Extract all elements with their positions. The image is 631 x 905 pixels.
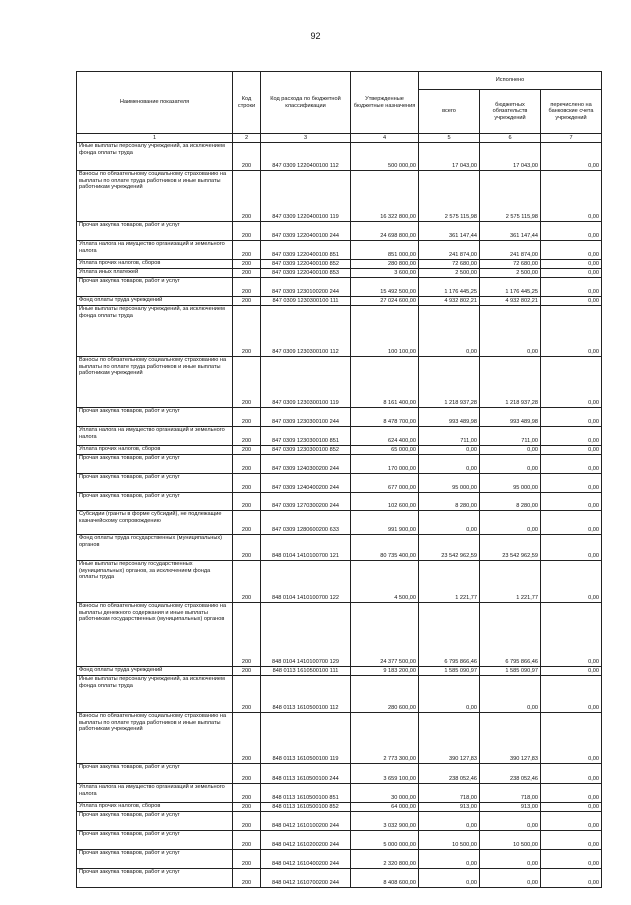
row-name: Прочая закупка товаров, работ и услуг	[77, 831, 233, 850]
row-total: 72 680,00	[419, 260, 480, 269]
row-obligations: 913,00	[480, 803, 541, 812]
row-total: 6 795 866,46	[419, 603, 480, 667]
column-number: 7	[541, 134, 602, 143]
row-total: 10 500,00	[419, 831, 480, 850]
row-total: 0,00	[419, 455, 480, 474]
row-obligations: 238 052,46	[480, 764, 541, 784]
row-budget-code: 848 0113 1610500100 851	[261, 784, 351, 803]
row-name: Прочая закупка товаров, работ и услуг	[77, 812, 233, 831]
row-approved: 677 000,00	[351, 474, 419, 493]
row-total: 0,00	[419, 511, 480, 535]
row-approved: 3 659 100,00	[351, 764, 419, 784]
header-budget-obligations: бюджетных обязательств учреждений	[480, 90, 541, 134]
row-approved: 27 024 600,00	[351, 297, 419, 306]
row-budget-code: 847 0309 1230300100 111	[261, 297, 351, 306]
row-transferred: 0,00	[541, 427, 602, 446]
row-name: Прочая закупка товаров, работ и услуг	[77, 764, 233, 784]
row-obligations: 1 218 937,28	[480, 357, 541, 408]
row-name: Фонд оплаты труда учреждений	[77, 667, 233, 676]
row-line-code: 200	[233, 850, 261, 869]
table-row	[77, 511, 602, 535]
row-obligations: 0,00	[480, 306, 541, 357]
row-name: Уплата иных платежей	[77, 269, 233, 278]
row-approved: 170 000,00	[351, 455, 419, 474]
row-approved: 9 183 200,00	[351, 667, 419, 676]
header-total: всего	[419, 90, 480, 134]
page-number: 92	[310, 31, 321, 41]
row-budget-code: 847 0309 1220400100 112	[261, 143, 351, 171]
row-name: Взносы по обязательному социальному страхованию на выплаты по оплате труда работников и иные выплаты работникам учреждений	[77, 713, 233, 764]
row-name: Прочая закупка товаров, работ и услуг	[77, 474, 233, 493]
row-name: Прочая закупка товаров, работ и услуг	[77, 408, 233, 427]
row-total: 1 218 937,28	[419, 357, 480, 408]
row-budget-code: 848 0412 1610200200 244	[261, 831, 351, 850]
row-budget-code: 848 0113 1610500100 119	[261, 713, 351, 764]
row-transferred: 0,00	[541, 297, 602, 306]
row-total: 0,00	[419, 850, 480, 869]
row-budget-code: 848 0113 1610500100 111	[261, 667, 351, 676]
row-transferred: 0,00	[541, 260, 602, 269]
row-obligations: 17 043,00	[480, 143, 541, 171]
row-line-code: 200	[233, 831, 261, 850]
table-row	[77, 850, 602, 869]
row-name: Прочая закупка товаров, работ и услуг	[77, 455, 233, 474]
column-number: 6	[480, 134, 541, 143]
row-transferred: 0,00	[541, 676, 602, 713]
budget-execution-table	[76, 71, 602, 888]
table-row	[77, 493, 602, 511]
row-budget-code: 848 0104 1410100700 129	[261, 603, 351, 667]
row-transferred: 0,00	[541, 357, 602, 408]
table-row	[77, 222, 602, 241]
row-budget-code: 847 0309 1240400200 244	[261, 474, 351, 493]
row-line-code: 200	[233, 143, 261, 171]
table-row	[77, 357, 602, 408]
row-approved: 16 322 800,00	[351, 171, 419, 222]
row-budget-code: 847 0309 1240300200 244	[261, 455, 351, 474]
row-approved: 280 800,00	[351, 260, 419, 269]
row-name: Иные выплаты персоналу государственных (муниципальных) органов, за исключением фонда оплаты труда	[77, 561, 233, 603]
row-approved: 8 161 400,00	[351, 357, 419, 408]
row-name: Субсидии (гранты в форме субсидий), не подлежащие казначейскому сопровождению	[77, 511, 233, 535]
row-approved: 3 032 900,00	[351, 812, 419, 831]
row-transferred: 0,00	[541, 535, 602, 561]
row-transferred: 0,00	[541, 143, 602, 171]
column-number-row	[77, 134, 602, 143]
row-transferred: 0,00	[541, 667, 602, 676]
table-row	[77, 869, 602, 888]
header-line-code: Код строки	[233, 72, 261, 134]
row-name: Уплата прочих налогов, сборов	[77, 803, 233, 812]
row-total: 2 500,00	[419, 269, 480, 278]
table-row	[77, 535, 602, 561]
row-line-code: 200	[233, 297, 261, 306]
row-line-code: 200	[233, 306, 261, 357]
row-transferred: 0,00	[541, 455, 602, 474]
row-transferred: 0,00	[541, 850, 602, 869]
row-line-code: 200	[233, 869, 261, 888]
row-total: 0,00	[419, 812, 480, 831]
header-approved: Утвержденные бюджетные назначения	[351, 72, 419, 134]
row-budget-code: 847 0309 1220400100 244	[261, 222, 351, 241]
row-obligations: 711,00	[480, 427, 541, 446]
row-transferred: 0,00	[541, 222, 602, 241]
row-transferred: 0,00	[541, 306, 602, 357]
row-budget-code: 847 0309 1220400100 851	[261, 241, 351, 260]
row-transferred: 0,00	[541, 812, 602, 831]
row-name: Прочая закупка товаров, работ и услуг	[77, 493, 233, 511]
row-name: Прочая закупка товаров, работ и услуг	[77, 850, 233, 869]
row-budget-code: 847 0309 1220400100 852	[261, 260, 351, 269]
row-line-code: 200	[233, 535, 261, 561]
row-total: 1 585 090,97	[419, 667, 480, 676]
table-body	[77, 143, 602, 888]
row-line-code: 200	[233, 676, 261, 713]
row-total: 711,00	[419, 427, 480, 446]
row-total: 241 874,00	[419, 241, 480, 260]
column-number: 4	[351, 134, 419, 143]
row-line-code: 200	[233, 357, 261, 408]
row-transferred: 0,00	[541, 603, 602, 667]
row-budget-code: 848 0412 1610400200 244	[261, 850, 351, 869]
row-obligations: 241 874,00	[480, 241, 541, 260]
row-total: 0,00	[419, 676, 480, 713]
row-total: 390 127,83	[419, 713, 480, 764]
table-row	[77, 427, 602, 446]
row-line-code: 200	[233, 603, 261, 667]
row-approved: 15 492 500,00	[351, 278, 419, 297]
column-number: 5	[419, 134, 480, 143]
row-budget-code: 847 0309 1230100200 244	[261, 278, 351, 297]
row-budget-code: 848 0104 1410100700 121	[261, 535, 351, 561]
row-line-code: 200	[233, 493, 261, 511]
row-obligations: 0,00	[480, 511, 541, 535]
row-name: Фонд оплаты труда государственных (муниципальных) органов	[77, 535, 233, 561]
row-approved: 64 000,00	[351, 803, 419, 812]
row-approved: 2 320 800,00	[351, 850, 419, 869]
row-approved: 851 000,00	[351, 241, 419, 260]
row-total: 913,00	[419, 803, 480, 812]
row-approved: 80 735 400,00	[351, 535, 419, 561]
row-obligations: 361 147,44	[480, 222, 541, 241]
row-line-code: 200	[233, 713, 261, 764]
row-obligations: 1 585 090,97	[480, 667, 541, 676]
table-row	[77, 446, 602, 455]
row-obligations: 718,00	[480, 784, 541, 803]
row-budget-code: 847 0309 1270300200 244	[261, 493, 351, 511]
row-transferred: 0,00	[541, 278, 602, 297]
table-row	[77, 278, 602, 297]
row-approved: 280 600,00	[351, 676, 419, 713]
table-row	[77, 297, 602, 306]
row-approved: 624 400,00	[351, 427, 419, 446]
table-row	[77, 812, 602, 831]
column-number: 1	[77, 134, 233, 143]
table-row	[77, 474, 602, 493]
table-row	[77, 143, 602, 171]
row-budget-code: 847 0309 1230300100 112	[261, 306, 351, 357]
row-transferred: 0,00	[541, 493, 602, 511]
table-row	[77, 764, 602, 784]
row-line-code: 200	[233, 561, 261, 603]
row-name: Уплата налога на имущество организаций и земельного налога	[77, 241, 233, 260]
row-total: 23 542 962,59	[419, 535, 480, 561]
row-budget-code: 847 0309 1280600200 633	[261, 511, 351, 535]
row-obligations: 0,00	[480, 850, 541, 869]
header-row-1	[77, 72, 602, 90]
row-approved: 65 000,00	[351, 446, 419, 455]
row-approved: 5 000 000,00	[351, 831, 419, 850]
table-row	[77, 831, 602, 850]
row-approved: 991 900,00	[351, 511, 419, 535]
row-obligations: 2 500,00	[480, 269, 541, 278]
row-transferred: 0,00	[541, 474, 602, 493]
table-row	[77, 269, 602, 278]
row-line-code: 200	[233, 784, 261, 803]
row-transferred: 0,00	[541, 241, 602, 260]
row-line-code: 200	[233, 171, 261, 222]
row-line-code: 200	[233, 427, 261, 446]
row-line-code: 200	[233, 222, 261, 241]
row-transferred: 0,00	[541, 561, 602, 603]
row-line-code: 200	[233, 278, 261, 297]
row-approved: 3 600,00	[351, 269, 419, 278]
row-obligations: 390 127,83	[480, 713, 541, 764]
row-line-code: 200	[233, 408, 261, 427]
row-approved: 2 773 300,00	[351, 713, 419, 764]
row-line-code: 200	[233, 446, 261, 455]
row-name: Прочая закупка товаров, работ и услуг	[77, 278, 233, 297]
row-line-code: 200	[233, 474, 261, 493]
row-transferred: 0,00	[541, 764, 602, 784]
table-row	[77, 676, 602, 713]
row-transferred: 0,00	[541, 446, 602, 455]
row-budget-code: 848 0412 1610100200 244	[261, 812, 351, 831]
table-row	[77, 667, 602, 676]
column-number: 3	[261, 134, 351, 143]
row-line-code: 200	[233, 511, 261, 535]
row-name: Уплата прочих налогов, сборов	[77, 260, 233, 269]
row-transferred: 0,00	[541, 784, 602, 803]
row-obligations: 1 176 445,25	[480, 278, 541, 297]
row-budget-code: 848 0113 1610500100 244	[261, 764, 351, 784]
row-approved: 8 478 700,00	[351, 408, 419, 427]
row-obligations: 72 680,00	[480, 260, 541, 269]
row-total: 1 176 445,25	[419, 278, 480, 297]
row-line-code: 200	[233, 812, 261, 831]
row-budget-code: 847 0309 1230300100 852	[261, 446, 351, 455]
table-row	[77, 713, 602, 764]
row-total: 8 280,00	[419, 493, 480, 511]
row-name: Взносы по обязательному социальному страхованию на выплаты по оплате труда работников и иные выплаты работникам учреждений	[77, 357, 233, 408]
row-obligations: 0,00	[480, 455, 541, 474]
row-budget-code: 847 0309 1230300100 119	[261, 357, 351, 408]
row-transferred: 0,00	[541, 408, 602, 427]
row-line-code: 200	[233, 241, 261, 260]
row-obligations: 6 795 866,46	[480, 603, 541, 667]
row-total: 238 052,46	[419, 764, 480, 784]
row-budget-code: 847 0309 1230300100 244	[261, 408, 351, 427]
row-total: 2 575 115,98	[419, 171, 480, 222]
row-obligations: 8 280,00	[480, 493, 541, 511]
row-name: Иные выплаты персоналу учреждений, за исключением фонда оплаты труда	[77, 143, 233, 171]
row-obligations: 0,00	[480, 676, 541, 713]
row-line-code: 200	[233, 269, 261, 278]
row-obligations: 1 221,77	[480, 561, 541, 603]
row-approved: 100 100,00	[351, 306, 419, 357]
row-obligations: 2 575 115,98	[480, 171, 541, 222]
table-row	[77, 241, 602, 260]
row-budget-code: 848 0104 1410100700 122	[261, 561, 351, 603]
row-total: 0,00	[419, 446, 480, 455]
row-obligations: 0,00	[480, 812, 541, 831]
row-obligations: 10 500,00	[480, 831, 541, 850]
row-obligations: 95 000,00	[480, 474, 541, 493]
header-executed: Исполнено	[419, 72, 602, 90]
row-budget-code: 848 0113 1610500100 852	[261, 803, 351, 812]
table-row	[77, 260, 602, 269]
row-transferred: 0,00	[541, 869, 602, 888]
row-obligations: 23 542 962,59	[480, 535, 541, 561]
row-approved: 30 000,00	[351, 784, 419, 803]
row-total: 95 000,00	[419, 474, 480, 493]
row-transferred: 0,00	[541, 713, 602, 764]
row-name: Прочая закупка товаров, работ и услуг	[77, 869, 233, 888]
row-line-code: 200	[233, 803, 261, 812]
header-name: Наименование показателя	[77, 72, 233, 134]
row-name: Иные выплаты персоналу учреждений, за исключением фонда оплаты труда	[77, 306, 233, 357]
row-obligations: 993 489,98	[480, 408, 541, 427]
row-approved: 8 408 600,00	[351, 869, 419, 888]
row-name: Иные выплаты персоналу учреждений, за исключением фонда оплаты труда	[77, 676, 233, 713]
row-name: Уплата налога на имущество организаций и земельного налога	[77, 427, 233, 446]
row-total: 993 489,98	[419, 408, 480, 427]
table-row	[77, 803, 602, 812]
row-name: Уплата налога на имущество организаций и земельного налога	[77, 784, 233, 803]
row-total: 1 221,77	[419, 561, 480, 603]
header-transferred: перечислено на банковские счета учреждений	[541, 90, 602, 134]
row-approved: 500 000,00	[351, 143, 419, 171]
row-approved: 4 500,00	[351, 561, 419, 603]
row-transferred: 0,00	[541, 803, 602, 812]
row-transferred: 0,00	[541, 171, 602, 222]
row-name: Фонд оплаты труда учреждений	[77, 297, 233, 306]
table-row	[77, 561, 602, 603]
table-row	[77, 171, 602, 222]
row-name: Взносы по обязательному социальному страхованию на выплаты по оплате труда работников и иные выплаты работникам учреждений	[77, 171, 233, 222]
column-number: 2	[233, 134, 261, 143]
row-line-code: 200	[233, 667, 261, 676]
row-obligations: 0,00	[480, 869, 541, 888]
row-name: Прочая закупка товаров, работ и услуг	[77, 222, 233, 241]
row-name: Взносы по обязательному социальному страхованию на выплаты денежного содержания и иные выплаты работникам государственных (муниципальных) органов	[77, 603, 233, 667]
row-budget-code: 848 0113 1610500100 112	[261, 676, 351, 713]
table-row	[77, 306, 602, 357]
row-total: 361 147,44	[419, 222, 480, 241]
row-budget-code: 848 0412 1610700200 244	[261, 869, 351, 888]
row-total: 4 932 802,21	[419, 297, 480, 306]
row-transferred: 0,00	[541, 511, 602, 535]
table-row	[77, 784, 602, 803]
row-approved: 102 600,00	[351, 493, 419, 511]
row-total: 17 043,00	[419, 143, 480, 171]
row-transferred: 0,00	[541, 269, 602, 278]
row-obligations: 0,00	[480, 446, 541, 455]
row-approved: 24 377 500,00	[351, 603, 419, 667]
row-budget-code: 847 0309 1220400100 119	[261, 171, 351, 222]
row-budget-code: 847 0309 1220400100 853	[261, 269, 351, 278]
row-line-code: 200	[233, 260, 261, 269]
row-line-code: 200	[233, 764, 261, 784]
row-name: Уплата прочих налогов, сборов	[77, 446, 233, 455]
header-budget-code: Код расхода по бюджетной классификации	[261, 72, 351, 134]
row-total: 0,00	[419, 306, 480, 357]
table-row	[77, 603, 602, 667]
row-total: 0,00	[419, 869, 480, 888]
row-total: 718,00	[419, 784, 480, 803]
row-approved: 24 698 800,00	[351, 222, 419, 241]
row-budget-code: 847 0309 1230300100 851	[261, 427, 351, 446]
table-row	[77, 455, 602, 474]
row-transferred: 0,00	[541, 831, 602, 850]
row-obligations: 4 932 802,21	[480, 297, 541, 306]
row-line-code: 200	[233, 455, 261, 474]
table-row	[77, 408, 602, 427]
